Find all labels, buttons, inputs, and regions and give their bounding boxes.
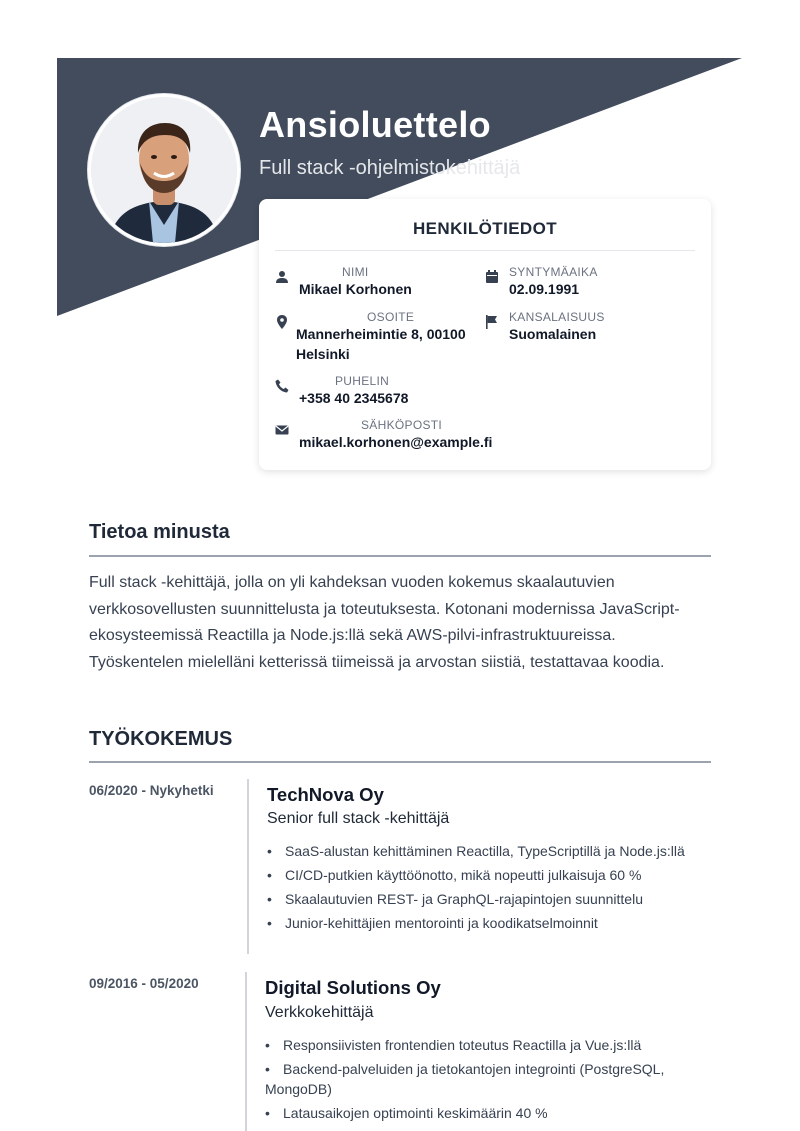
job-role: Verkkokehittäjä [265,1004,374,1021]
job-bullet: • Backend-palveluiden ja tietokantojen integrointi (PostgreSQL, MongoDB) [265,1061,665,1097]
name-value: Mikael Korhonen [299,281,412,297]
address-line2: Helsinki [296,346,350,362]
phone-label: PUHELIN [335,374,390,388]
document-title: Ansioluettelo [259,104,491,145]
email-value: mikael.korhonen@example.fi [299,434,493,450]
experience-rule [89,761,711,763]
name-field [275,265,475,299]
address-label: OSOITE [367,310,415,324]
user-icon [275,270,289,284]
job-bullet: • Latausaikojen optimointi keskimäärin 40 % [265,1105,548,1121]
nationality-field [485,310,695,344]
email-field [275,418,575,452]
calendar-icon [485,270,499,284]
timeline-line [245,972,247,1131]
job-bullet: • Responsiivisten frontendien toteutus Reactilla ja Vue.js:llä [265,1037,642,1053]
personal-info-heading: HENKILÖTIEDOT [412,219,558,238]
timeline-line [247,779,249,954]
birthdate-field [485,265,695,299]
job-dates: 09/2016 - 05/2020 [89,976,199,991]
email-label: SÄHKÖPOSTI [361,418,443,432]
phone-field [275,374,485,408]
job-dates: 06/2020 - Nykyhetki [89,783,214,798]
nationality-value: Suomalainen [509,326,597,342]
birthdate-label: SYNTYMÄAIKA [509,265,598,279]
flag-icon [485,315,499,329]
phone-value: +358 40 2345678 [299,390,409,406]
job-bullets [265,1035,705,1127]
nationality-label: KANSALAISUUS [509,310,605,324]
experience-heading: TYÖKOKEMUS [89,728,233,750]
address-field [275,310,485,364]
phone-icon [275,379,289,393]
about-text: Full stack -kehittäjä, jolla on yli kahdeksan vuoden kokemus skaalautuvien verkkosovellusten suunnittelusta ja toteutuksesta. Kotonani modernissa JavaScript-ekosysteemissä Reactilla ja Node.js:llä sekä AWS-pilvi-infrastruktuureissa. Työskentelen mielelläni ketterissä tiimeissä ja arvostan siistiä, testattavaa koodia. [89,574,680,671]
job-bullet: • Junior-kehittäjien mentorointi ja koodikatselmoinnit [267,915,598,931]
personal-info-card [259,199,711,470]
location-pin-icon [275,315,289,329]
about-heading: Tietoa minusta [89,521,230,543]
birthdate-value: 02.09.1991 [509,281,580,297]
job-bullet: • Skaalautuvien REST- ja GraphQL-rajapintojen suunnittelu [267,891,643,907]
job-company: Digital Solutions Oy [265,977,441,998]
job-bullets [267,841,687,937]
envelope-icon [275,423,289,437]
profile-photo [88,94,240,246]
document-subtitle: Full stack -ohjelmistokehittäjä [259,157,521,179]
about-rule [89,555,711,557]
name-label: NIMI [342,265,369,279]
job-company: TechNova Oy [267,784,384,805]
address-line1: Mannerheimintie 8, 00100 [296,326,466,342]
job-role: Senior full stack -kehittäjä [267,810,450,827]
job-bullet: • CI/CD-putkien käyttöönotto, mikä nopeutti julkaisuja 60 % [267,867,642,883]
job-bullet: • SaaS-alustan kehittäminen Reactilla, TypeScriptillä ja Node.js:llä [267,843,685,859]
divider [275,250,695,251]
